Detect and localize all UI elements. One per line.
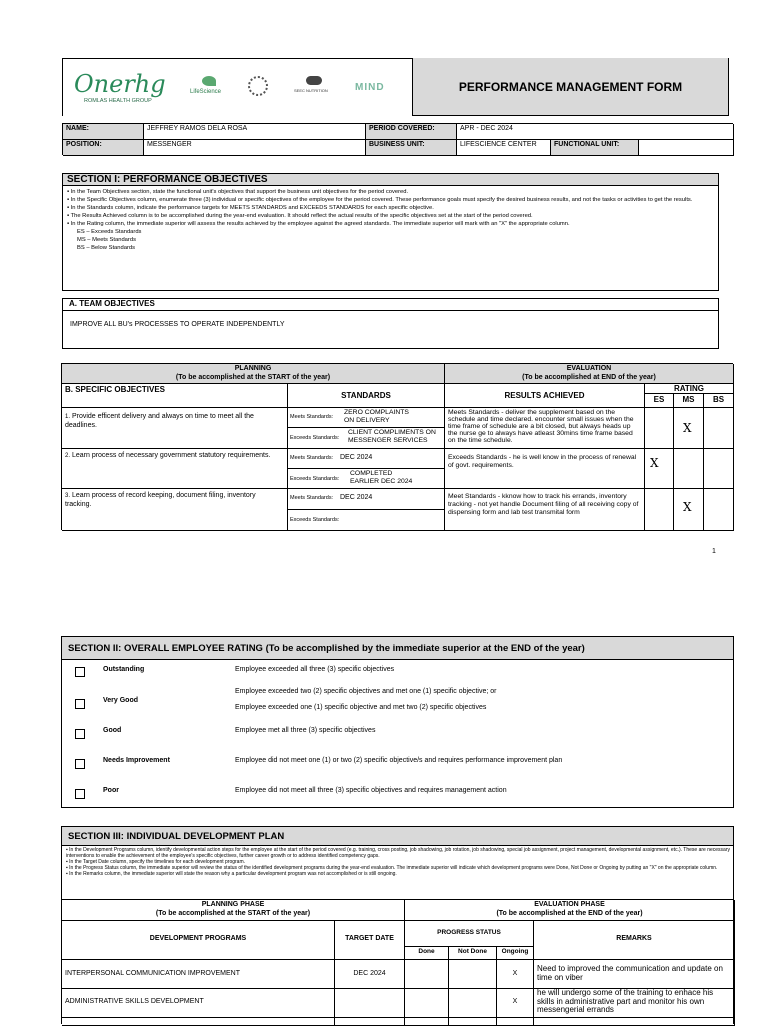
exceeds-standard-1[interactable]: Exceeds Standards: CLIENT COMPLIMENTS ON MESSENGER SERVICES (288, 428, 445, 449)
progress-status-header: PROGRESS STATUS (405, 921, 534, 947)
position-value[interactable]: MESSENGER (144, 140, 366, 156)
development-plan-table (61, 899, 734, 1024)
rating-outstanding-label: Outstanding (103, 666, 145, 673)
rating-ms-2[interactable] (674, 449, 704, 489)
ms-header: MS (674, 394, 704, 408)
rating-ms-3[interactable]: X (674, 489, 704, 531)
exceeds-standard-2[interactable]: Exceeds Standards: COMPLETED EARLIER DEC 2024 (288, 469, 445, 489)
rating-poor-label: Poor (103, 787, 119, 794)
legend-ms: MS – Meets Standards (77, 237, 136, 243)
logo-subtext: ROMLAS HEALTH GROUP (84, 98, 152, 104)
nutrition-logo (294, 76, 334, 100)
rating-very-good-label: Very Good (103, 697, 139, 704)
mind-logo: MIND (355, 82, 385, 93)
instruction-item: ▪ In the Specific Objectives column, enumerate three (3) individual or specific objectives of the employee for the period covered. These performance goals must specify the desired business results, and not the tasks or activities to get the results. (67, 197, 693, 203)
rating-needs-improvement-checkbox[interactable] (75, 759, 85, 769)
dev-done-2[interactable] (405, 989, 449, 1018)
planning-phase-header: PLANNING PHASE (To be accomplished at the START of the year) (62, 900, 405, 921)
objective-1[interactable]: 1. Provide efficent delivery and always on time to meet all the deadlines. (62, 408, 288, 449)
instruction-item: ▪ In the Remarks column, the immediate superior will state the reason why a particular development program was not accomplished or is still ongoing. (66, 871, 397, 877)
rating-very-good-desc: Employee exceeded two (2) specific objectives and met one (1) specific objective; or (235, 688, 497, 695)
dev-program-3[interactable] (62, 1018, 335, 1026)
done-header: Done (405, 947, 449, 960)
instruction-item: ▪ In the Standards column, indicate the performance targets for MEETS STANDARDS and EXCEEDS STANDARDS for each specific objective. (67, 205, 434, 211)
evaluation-header: EVALUATION (To be accomplished at END of the year) (445, 364, 734, 384)
name-label: NAME: (63, 124, 144, 140)
form-title: PERFORMANCE MANAGEMENT FORM (458, 80, 683, 94)
rating-good-checkbox[interactable] (75, 729, 85, 739)
section2-title: SECTION II: OVERALL EMPLOYEE RATING (To be accomplished by the immediate superior at the END of the year) (62, 637, 733, 660)
rating-es-2[interactable]: X (645, 449, 674, 489)
dev-program-1[interactable]: INTERPERSONAL COMMUNICATION IMPROVEMENT (62, 960, 335, 989)
section1-instructions (67, 188, 715, 252)
functional-label: FUNCTIONAL UNIT: (551, 140, 639, 156)
standards-header: STANDARDS (288, 384, 445, 408)
rating-very-good-checkbox[interactable] (75, 699, 85, 709)
dev-target-3[interactable] (335, 1018, 405, 1026)
target-date-header: TARGET DATE (335, 921, 405, 960)
name-value[interactable]: JEFFREY RAMOS DELA ROSA (144, 124, 366, 140)
rating-needs-improvement-label: Needs Improvement (103, 757, 170, 764)
nutrition-text: SEEC NUTRITION (294, 88, 328, 93)
dev-done-3[interactable] (405, 1018, 449, 1026)
section3-title: SECTION III: INDIVIDUAL DEVELOPMENT PLAN (62, 827, 733, 846)
instruction-item: ▪ In the Development Programs column, identify developmental action steps for the employee at the start of the period covered (e.g. training, cross posting, job shadowing, job rotation, job shadowing, special job assignment, project management, developmental assignment, etc.). These are necessary interventions to enable the achievement of the employee's specific objectives, further career growth or to address identified competency gaps. (66, 847, 730, 859)
dev-ongoing-3[interactable] (497, 1018, 534, 1026)
objective-3[interactable]: 3. Learn process of record keeping, document filing, inventory tracking. (62, 489, 288, 531)
dev-remarks-1[interactable]: Need to improved the communication and update on time on viber (534, 960, 735, 989)
results-header: RESULTS ACHIEVED (445, 384, 645, 408)
form-title-box (412, 58, 729, 116)
business-value[interactable]: LIFESCIENCE CENTER (457, 140, 551, 156)
period-value[interactable]: APR - DEC 2024 (457, 124, 734, 140)
exceeds-standard-3[interactable]: Exceeds Standards: (288, 510, 445, 531)
legend-es: ES – Exceeds Standards (77, 229, 142, 235)
functional-value[interactable] (639, 140, 734, 156)
seal-icon (248, 76, 268, 96)
instruction-item: ▪ In the Rating column, the immediate superior will assess the results achieved by the employee against the agreed standards. The immediate superior will mark with an "X" the appropriate column. (67, 221, 570, 227)
objectives-table (61, 363, 733, 530)
instruction-item: ▪ In the Target Date column, specify the timelines for each development program. (66, 859, 246, 865)
dev-done-1[interactable] (405, 960, 449, 989)
leaf-icon (202, 76, 216, 86)
rating-poor-checkbox[interactable] (75, 789, 85, 799)
rating-bs-3[interactable] (704, 489, 734, 531)
rating-good-desc: Employee met all three (3) specific objectives (235, 727, 376, 734)
remarks-header: REMARKS (534, 921, 735, 960)
rating-header: RATING (645, 384, 734, 394)
section3-instructions (66, 847, 730, 877)
objective-2[interactable]: 2. Learn process of necessary government statutory requirements. (62, 449, 288, 489)
dev-ongoing-1[interactable]: X (497, 960, 534, 989)
rating-bs-1[interactable] (704, 408, 734, 449)
rating-bs-2[interactable] (704, 449, 734, 489)
instruction-item: ▪ In the Progress Status column, the immediate superior will review the status of the identified development programs during the year-end evaluation. The immediate superior will indicate which development programs were Done, Not Done or Ongoing by putting an "X" on the appropriate column. (66, 865, 718, 871)
team-objectives-box (62, 298, 719, 349)
rating-good-label: Good (103, 727, 122, 734)
onerhg-logo (74, 70, 166, 98)
rating-es-1[interactable] (645, 408, 674, 449)
dev-remarks-3[interactable] (534, 1018, 735, 1026)
not-done-header: Not Done (449, 947, 497, 960)
result-3[interactable]: Meet Standards - kknow how to track his errands, inventory tracking - not yet handle Document filing of all receiving copy of dispensing form and lab test transmital form (445, 489, 645, 531)
meets-standard-3[interactable]: Meets Standards: DEC 2024 (288, 489, 445, 510)
legend-bs: BS – Below Standards (77, 245, 136, 251)
info-table (62, 123, 733, 155)
es-header: ES (645, 394, 674, 408)
dev-ongoing-2[interactable]: X (497, 989, 534, 1018)
dev-notdone-2[interactable] (449, 989, 497, 1018)
section2-box (61, 636, 734, 808)
team-objectives-heading: A. TEAM OBJECTIVES (63, 299, 718, 311)
lifescience-logo (190, 76, 230, 104)
position-label: POSITION: (63, 140, 144, 156)
bs-header: BS (704, 394, 734, 408)
ongoing-header: Ongoing (497, 947, 534, 960)
nutrition-icon (306, 76, 322, 85)
rating-needs-improvement-desc: Employee did not meet one (1) or two (2) specific objective/s and requires performance improvement plan (235, 757, 563, 764)
result-2[interactable]: Exceeds Standards - he is well know in the process of renewal of govt. requirements. (445, 449, 645, 489)
specific-objectives-header: B. SPECIFIC OBJECTIVES (62, 384, 288, 408)
dev-program-2[interactable]: ADMINISTRATIVE SKILLS DEVELOPMENT (62, 989, 335, 1018)
dev-notdone-1[interactable] (449, 960, 497, 989)
rating-outstanding-checkbox[interactable] (75, 667, 85, 677)
section1-box (62, 173, 719, 291)
rating-poor-desc: Employee did not meet all three (3) specific objectives and requires management action (235, 787, 507, 794)
period-label: PERIOD COVERED: (366, 124, 457, 140)
dev-target-2[interactable] (335, 989, 405, 1018)
dev-target-1[interactable]: DEC 2024 (335, 960, 405, 989)
lifescience-text: LifeScience (190, 89, 222, 95)
team-objectives-text[interactable]: IMPROVE ALL BU's PROCESSES TO OPERATE INDEPENDENTLY (70, 321, 285, 328)
rating-outstanding-desc: Employee exceeded all three (3) specific objectives (235, 666, 395, 673)
logo-main-text: Onerhg (74, 70, 166, 98)
instruction-item: ▪ In the Team Objectives section, state the functional unit's objectives that support the business unit objectives for the period covered. (67, 189, 409, 195)
rating-very-good-desc-alt: Employee exceeded one (1) specific objective and met two (2) specific objectives (235, 704, 487, 711)
development-programs-header: DEVELOPMENT PROGRAMS (62, 921, 335, 960)
evaluation-phase-header: EVALUATION PHASE (To be accomplished at the END of the year) (405, 900, 735, 921)
rating-ms-1[interactable]: X (674, 408, 704, 449)
section1-title: SECTION I: PERFORMANCE OBJECTIVES (63, 174, 718, 186)
dev-notdone-3[interactable] (449, 1018, 497, 1026)
rating-es-3[interactable] (645, 489, 674, 531)
business-label: BUSINESS UNIT: (366, 140, 457, 156)
logo-area (62, 58, 412, 116)
planning-header: PLANNING (To be accomplished at the START of the year) (62, 364, 445, 384)
instruction-item: ▪ The Results Achieved column is to be accomplished during the year-end evaluation. It should reflect the actual results of the specific objectives set at the start of the period covered. (67, 213, 533, 219)
meets-standard-2[interactable]: Meets Standards: DEC 2024 (288, 449, 445, 469)
dev-remarks-2[interactable]: he will undergo some of the training to enhace his skills in administrative part and monitor his own messengerial errands (534, 989, 735, 1018)
page-number: 1 (712, 548, 716, 555)
meets-standard-1[interactable]: Meets Standards: ZERO COMPLAINTS ON DELIVERY (288, 408, 445, 428)
result-1[interactable]: Meets Standards - deliver the supplement based on the schedule and time declared. encounter small issues when the time frame of schedule are a bit closed, but always heads up the nurse ge to always have atleast 30mins time frame based on the time schedule. (445, 408, 645, 449)
